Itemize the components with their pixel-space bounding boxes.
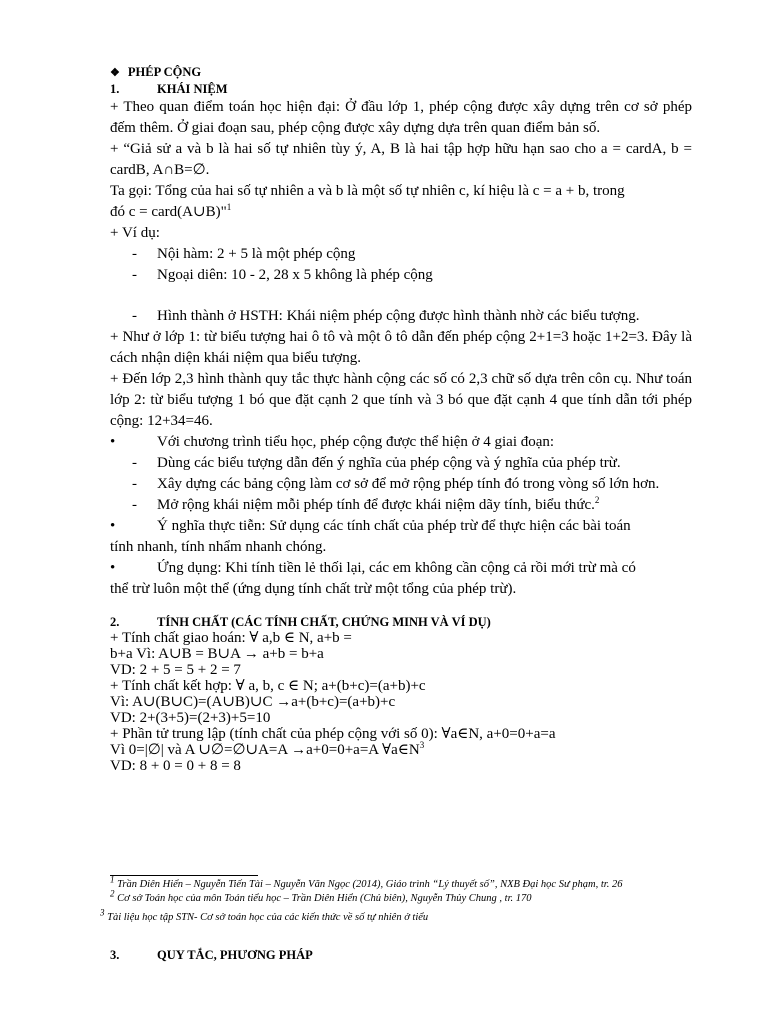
section-title: QUY TẮC, PHƯƠNG PHÁP xyxy=(157,948,313,962)
document-body xyxy=(110,64,692,774)
property-line: b+a Vì: A∪B = B∪A → a+b = b+a xyxy=(110,646,324,662)
footnote-ref: 3 xyxy=(419,740,425,750)
dash-marker: - xyxy=(132,497,137,513)
footnote-ref: 1 xyxy=(226,202,232,212)
footnote-text: Tài liệu học tập STN- Cơ sở toán học của các kiến thức về số tự nhiên ở tiểu xyxy=(104,912,429,923)
property-list xyxy=(110,630,692,774)
paragraph xyxy=(110,202,692,223)
dash-marker: - xyxy=(132,267,137,283)
property-line: + Tính chất kết hợp: ∀ a, b, c ∈ N; a+(b+c)=(a+b)+c xyxy=(110,678,426,694)
heading-main-text: PHÉP CỘNG xyxy=(127,65,202,79)
paragraph: thể trừ luôn một thể (ứng dụng tính chất trừ một tổng của phép trừ). xyxy=(110,581,517,597)
paragraph: + Ví dụ: xyxy=(110,225,160,241)
list-item-text: Ứng dụng: Khi tính tiền lẻ thối lại, các em không cần cộng cả rồi mới trừ mà có xyxy=(157,560,636,576)
dash-marker: - xyxy=(132,476,137,492)
dash-marker: - xyxy=(132,246,137,262)
paragraph: tính nhanh, tính nhẩm nhanh chóng. xyxy=(110,539,327,555)
paragraph: + Như ở lớp 1: từ biểu tượng hai ô tô và một ô tô dẫn đến phép cộng 2+1=3 hoặc 1+2=3. Đây là cách nhận diện khái niệm qua biểu tượng. xyxy=(110,329,692,366)
footnote-separator xyxy=(110,875,258,876)
property-line: VD: 2+(3+5)=(2+3)+5=10 xyxy=(110,710,271,726)
section-number: 3. xyxy=(110,948,120,962)
list-item-text-body: Mở rộng khái niệm mỗi phép tính để được khái niệm dãy tính, biểu thức. xyxy=(157,497,595,513)
paragraph xyxy=(110,181,692,202)
footnote xyxy=(110,888,532,905)
section-title: TÍNH CHẤT (CÁC TÍNH CHẤT, CHỨNG MINH VÀ VÍ DỤ) xyxy=(157,615,491,629)
dash-marker: - xyxy=(132,308,137,324)
list-item-text: Xây dựng các bảng cộng làm cơ sở để mở rộng phép tính đó trong vòng số lớn hơn. xyxy=(157,476,660,492)
list-item xyxy=(110,265,692,286)
footnote-text: Cơ sở Toán học của môn Toán tiểu học – Trần Diên Hiển (Chủ biên), Nguyễn Thủy Chung , tr. 170 xyxy=(114,893,532,904)
list-item-text: Dùng các biểu tượng dẫn đến ý nghĩa của phép cộng và ý nghĩa của phép trừ. xyxy=(157,455,621,471)
list-item-text: Hình thành ở HSTH: Khái niệm phép cộng được hình thành nhờ các biểu tượng. xyxy=(157,308,640,324)
footnote-text: Trần Diên Hiển – Nguyễn Tiến Tài – Nguyễn Văn Ngọc (2014), Giáo trình “Lý thuyết số”, NXB Đại học Sư phạm, tr. 26 xyxy=(114,879,623,890)
list-item xyxy=(110,495,692,516)
footnote xyxy=(100,907,429,924)
property-line: Vì: A∪(B∪C)=(A∪B)∪C →a+(b+c)=(a+b)+c xyxy=(110,694,396,710)
section-1-heading xyxy=(110,81,692,97)
footnote-mark: 3 xyxy=(100,907,105,918)
paragraph: + “Giả sử a và b là hai số tự nhiên tùy ý, A, B là hai tập hợp hữu hạn sao cho a = cardA, b = cardB, A∩B=∅. xyxy=(110,141,692,178)
list-item xyxy=(110,432,692,453)
list-item-text: Ngoại diên: 10 - 2, 28 x 5 không là phép cộng xyxy=(157,267,433,283)
property-line-text: Vì 0=|∅| và A ∪∅=∅∪A=A →a+0=0+a=A ∀a∈N xyxy=(110,742,420,758)
list-item-text: Ý nghĩa thực tiễn: Sử dụng các tính chất của phép trừ để thực hiện các bài toán xyxy=(157,518,631,534)
heading-phep-cong xyxy=(110,64,692,81)
property-line xyxy=(110,742,692,758)
property-line: VD: 8 + 0 = 0 + 8 = 8 xyxy=(110,758,241,774)
list-item-text xyxy=(157,495,692,516)
list-item-text: Nội hàm: 2 + 5 là một phép cộng xyxy=(157,246,356,262)
section-title: KHÁI NIỆM xyxy=(157,82,228,96)
diamond-bullet-icon: ❖ xyxy=(110,67,120,79)
dash-marker: - xyxy=(132,455,137,471)
footnote-ref: 2 xyxy=(594,495,600,505)
footnote-mark: 1 xyxy=(110,874,115,885)
footnote-mark: 2 xyxy=(110,888,115,899)
spacer xyxy=(110,286,692,306)
section-3-heading xyxy=(110,948,313,963)
section-2-heading xyxy=(110,614,692,630)
list-item xyxy=(110,306,692,327)
paragraph: + Đến lớp 2,3 hình thành quy tắc thực hành cộng các số có 2,3 chữ số dựa trên côn cụ. Như toán lớp 2: từ biểu tượng 1 bó que đặt cạnh 2 que tính và 3 bó que đặt cạnh 4 que tính dẫn tới phép cộng: 12+34=46. xyxy=(110,371,692,429)
section-number: 1. xyxy=(110,82,120,96)
property-line: + Tính chất giao hoán: ∀ a,b ∈ N, a+b = xyxy=(110,630,352,646)
list-item xyxy=(110,558,692,579)
paragraph-text: Ta gọi: Tổng của hai số tự nhiên a và b là một số tự nhiên c, kí hiệu là c = a + b, trong xyxy=(110,183,625,199)
list-item xyxy=(110,453,692,474)
spacer xyxy=(110,600,692,614)
list-item-text: Với chương trình tiểu học, phép cộng được thể hiện ở 4 giai đoạn: xyxy=(157,434,555,450)
list-item xyxy=(110,516,692,537)
property-line: + Phần tử trung lập (tính chất của phép cộng với số 0): ∀a∈N, a+0=0+a=a xyxy=(110,726,556,742)
paragraph: + Theo quan điểm toán học hiện đại: Ở đầu lớp 1, phép cộng được xây dựng trên cơ sở phép đếm thêm. Ở giai đoạn sau, phép cộng được xây dựng dựa trên quan điểm bản số. xyxy=(110,99,692,136)
list-item xyxy=(110,474,692,495)
bullet-marker: • xyxy=(110,560,116,576)
bullet-marker: • xyxy=(110,434,116,450)
section-number: 2. xyxy=(110,615,120,629)
paragraph-text: đó c = card(A∪B)" xyxy=(110,204,227,220)
bullet-marker: • xyxy=(110,518,116,534)
list-item xyxy=(110,244,692,265)
footnote xyxy=(110,874,623,891)
property-line: VD: 2 + 5 = 5 + 2 = 7 xyxy=(110,662,241,678)
